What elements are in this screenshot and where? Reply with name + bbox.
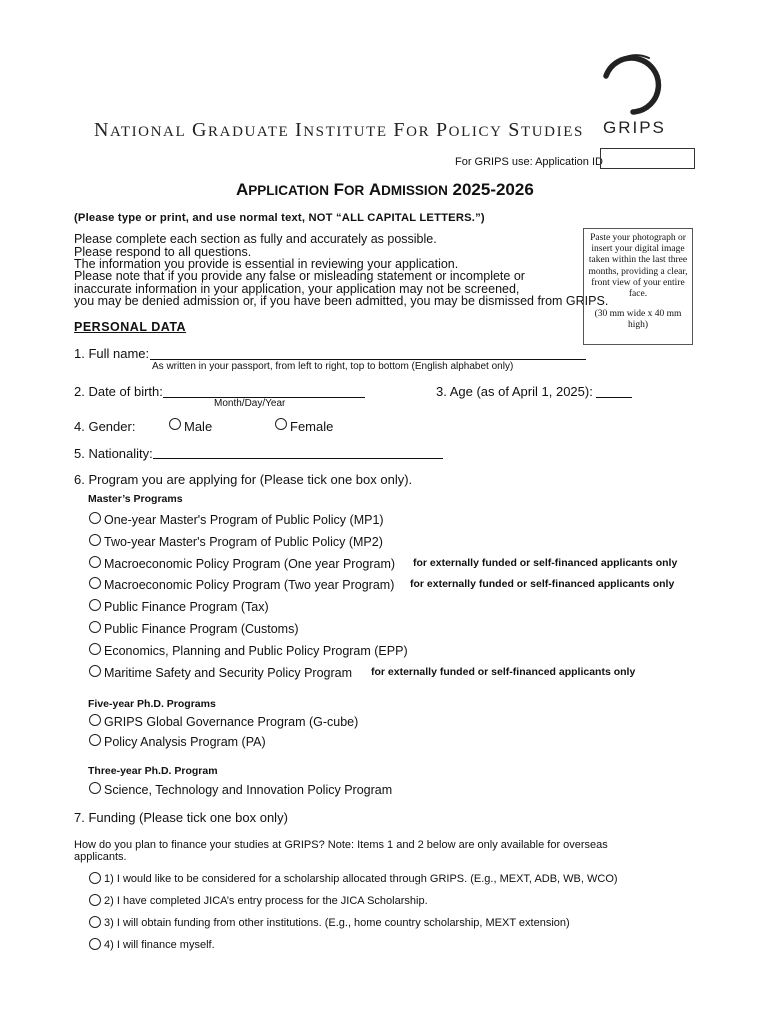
instruction-bold: (Please type or print, and use normal text, NOT “ALL CAPITAL LETTERS.”) [74, 212, 485, 224]
funding-radio-2[interactable] [89, 894, 101, 906]
program-radio-pa[interactable] [89, 734, 101, 746]
instruction-line: Please respond to all questions. [74, 245, 252, 259]
photo-box[interactable] [583, 228, 693, 345]
gender-female-label: Female [290, 419, 334, 434]
program-label: Public Finance Program (Customs) [104, 622, 299, 636]
photo-box-size: (30 mm wide x 40 mm high) [594, 309, 682, 331]
program-radio-stip[interactable] [89, 782, 101, 794]
gender-label: 4. Gender: [74, 419, 136, 434]
nationality-field[interactable] [153, 458, 443, 459]
grips-logo-text: GRIPS [603, 118, 666, 137]
program-label: Maritime Safety and Security Policy Program [104, 666, 353, 680]
funding-option: 3) I will obtain funding from other institutions. (E.g., home country scholarship, MEXT extension) [104, 917, 570, 929]
photo-box-text: Paste your photograph or insert your digital image taken within the last three months, providing a clear, front view of your entire face. [588, 233, 688, 300]
instruction-line: Please complete each section as fully and accurately as possible. [74, 232, 437, 246]
program-note: for externally funded or self-financed applicants only [413, 557, 678, 569]
dob-label: 2. Date of birth: [74, 384, 163, 399]
page-title [236, 180, 534, 200]
program-label: Science, Technology and Innovation Policy Program [104, 783, 393, 797]
instruction-line: inaccurate information in your application, your application may not be screened, [74, 282, 520, 296]
funding-radio-4[interactable] [89, 938, 101, 950]
funding-option: 2) I have completed JICA’s entry process for the JICA Scholarship. [104, 895, 428, 907]
app-id-field[interactable] [600, 148, 695, 169]
instruction-line: you may be denied admission or, if you have been admitted, you may be dismissed from GRIPS. [74, 294, 609, 308]
full-name-hint: As written in your passport, from left to right, top to bottom (English alphabet only) [152, 361, 514, 372]
funding-option: 1) I would like to be considered for a scholarship allocated through GRIPS. (E.g., MEXT, ADB, WB, WCO) [104, 873, 618, 885]
program-radio-gcube[interactable] [89, 714, 101, 726]
program-radio-mp1[interactable] [89, 512, 101, 524]
funding-intro-cont: applicants. [74, 851, 127, 863]
full-name-label: 1. Full name: [74, 346, 150, 361]
funding-radio-3[interactable] [89, 916, 101, 928]
program-radio-maritime[interactable] [89, 665, 101, 677]
program-radio-mp2[interactable] [89, 534, 101, 546]
gender-female-radio[interactable] [275, 418, 287, 430]
phd3-heading: Three-year Ph.D. Program [88, 765, 218, 777]
gender-male-radio[interactable] [169, 418, 181, 430]
dob-hint: Month/Day/Year [214, 398, 286, 409]
page-title-text: APPLICATION FOR ADMISSION 2025-2026 [236, 180, 534, 199]
program-note: for externally funded or self-financed applicants only [371, 666, 636, 678]
age-label: 3. Age (as of April 1, 2025): [436, 384, 593, 399]
program-label: GRIPS Global Governance Program (G-cube) [104, 715, 359, 729]
instruction-line: Please note that if you provide any false or misleading statement or incomplete or [74, 269, 525, 283]
program-label: Macroeconomic Policy Program (Two year Program) [104, 578, 395, 592]
nationality-label: 5. Nationality: [74, 446, 153, 461]
personal-data-heading: PERSONAL DATA [74, 320, 187, 334]
full-name-field[interactable] [150, 359, 586, 360]
program-label: Macroeconomic Policy Program (One year Program) [104, 557, 396, 571]
program-radio-customs[interactable] [89, 621, 101, 633]
funding-intro: How do you plan to finance your studies at GRIPS? Note: Items 1 and 2 below are only available for overseas [74, 839, 608, 851]
program-radio-epp[interactable] [89, 643, 101, 655]
institute-name [94, 119, 584, 142]
app-id-label: For GRIPS use: Application ID [455, 156, 603, 168]
program-label: One-year Master's Program of Public Policy (MP1) [104, 513, 384, 527]
masters-heading: Master’s Programs [88, 493, 183, 505]
funding-question: 7. Funding (Please tick one box only) [74, 810, 288, 825]
program-radio-macro-two[interactable] [89, 577, 101, 589]
program-radio-tax[interactable] [89, 599, 101, 611]
program-label: Two-year Master's Program of Public Policy (MP2) [104, 535, 383, 549]
program-question: 6. Program you are applying for (Please tick one box only). [74, 472, 413, 487]
instruction-line: The information you provide is essential in reviewing your application. [74, 257, 459, 271]
funding-option: 4) I will finance myself. [104, 939, 215, 951]
institute-name-text: NATIONAL GRADUATE INSTITUTE FOR POLICY STUDIES [94, 119, 584, 141]
program-label: Economics, Planning and Public Policy Program (EPP) [104, 644, 408, 658]
phd5-heading: Five-year Ph.D. Programs [88, 698, 216, 710]
gender-male-label: Male [184, 419, 213, 434]
program-label: Public Finance Program (Tax) [104, 600, 269, 614]
program-label: Policy Analysis Program (PA) [104, 735, 266, 749]
age-field[interactable] [596, 397, 632, 398]
program-radio-macro-one[interactable] [89, 556, 101, 568]
funding-radio-1[interactable] [89, 872, 101, 884]
grips-logo-icon [597, 52, 669, 120]
program-note: for externally funded or self-financed applicants only [410, 578, 675, 590]
